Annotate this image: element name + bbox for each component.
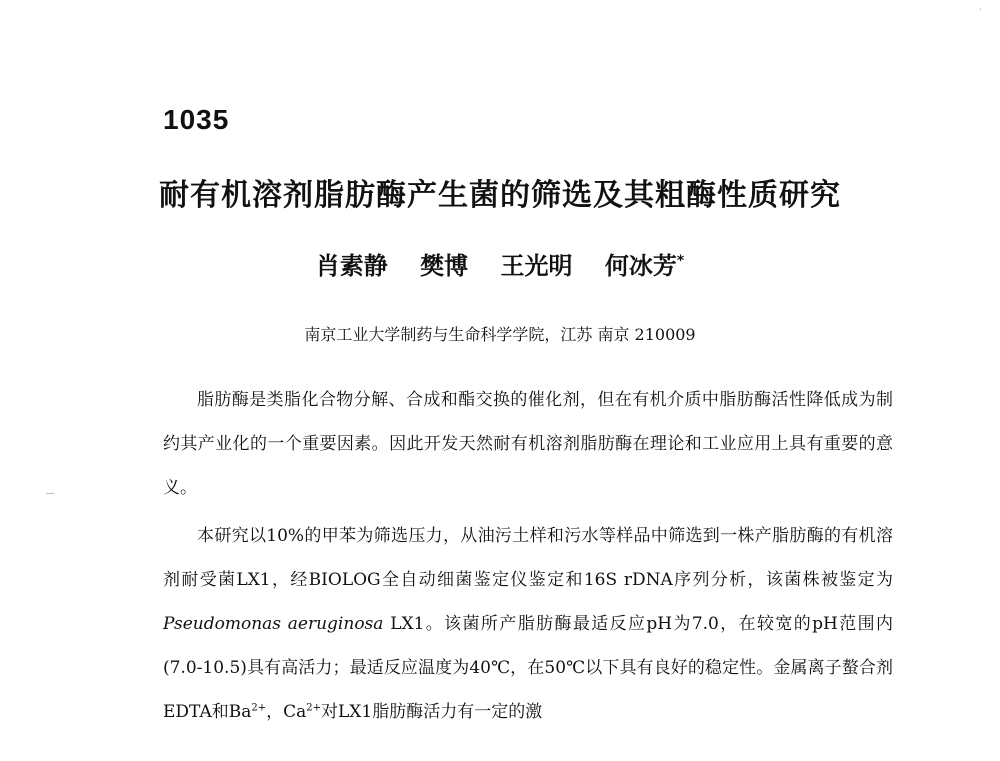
scan-margin-mark — [46, 493, 54, 494]
ion-charge: 2+ — [251, 702, 267, 714]
species-name: Pseudomonas aeruginosa — [163, 614, 384, 634]
paper-title: 耐有机溶剂脂肪酶产生菌的筛选及其粗酶性质研究 — [159, 178, 841, 213]
text-run: 对LX1脂肪酶活力有一定的激 — [321, 702, 543, 722]
author-name: 王光明 — [500, 252, 573, 280]
author-name: 樊博 — [420, 252, 469, 280]
abstract-paragraph-1 — [163, 378, 893, 510]
paragraph-text: 脂肪酶是类脂化合物分解、合成和酯交换的催化剂，但在有机介质中脂肪酶活性降低成为制约其产业化的一个重要因素。因此开发天然耐有机溶剂脂肪酶在理论和工业应用上具有重要的意义。 — [163, 390, 893, 498]
text-run: LX1。该菌所产脂肪酶最适反应pH为7.0，在较宽的pH范围内(7.0-10.5)具有高活力；最适反应温度为40℃，在50℃以下具有良好的稳定性。金属离子螯合剂EDTA和Ba — [163, 614, 893, 722]
text-run: ，Ca — [266, 702, 307, 722]
author-list — [0, 246, 1000, 281]
author-name: 肖素静 — [315, 252, 388, 280]
paragraph-text — [163, 514, 893, 734]
text-run: 本研究以10%的甲苯为筛选压力，从油污土样和污水等样品中筛选到一株产脂肪酶的有机溶剂耐受菌LX1，经BIOLOG全自动细菌鉴定仪鉴定和16S rDNA序列分析，该菌株被鉴定为 — [163, 526, 893, 590]
corresponding-author-mark: * — [676, 253, 685, 269]
abstract-paragraph-2 — [163, 514, 893, 734]
author-name-corresponding — [605, 252, 684, 280]
author-name: 何冰芳 — [604, 252, 677, 280]
affiliation: 南京工业大学制药与生命科学学院，江苏 南京 210009 — [304, 325, 696, 344]
scan-edge-mark — [980, 8, 981, 10]
ion-charge: 2+ — [306, 702, 322, 714]
paper-number: 1035 — [163, 104, 230, 135]
